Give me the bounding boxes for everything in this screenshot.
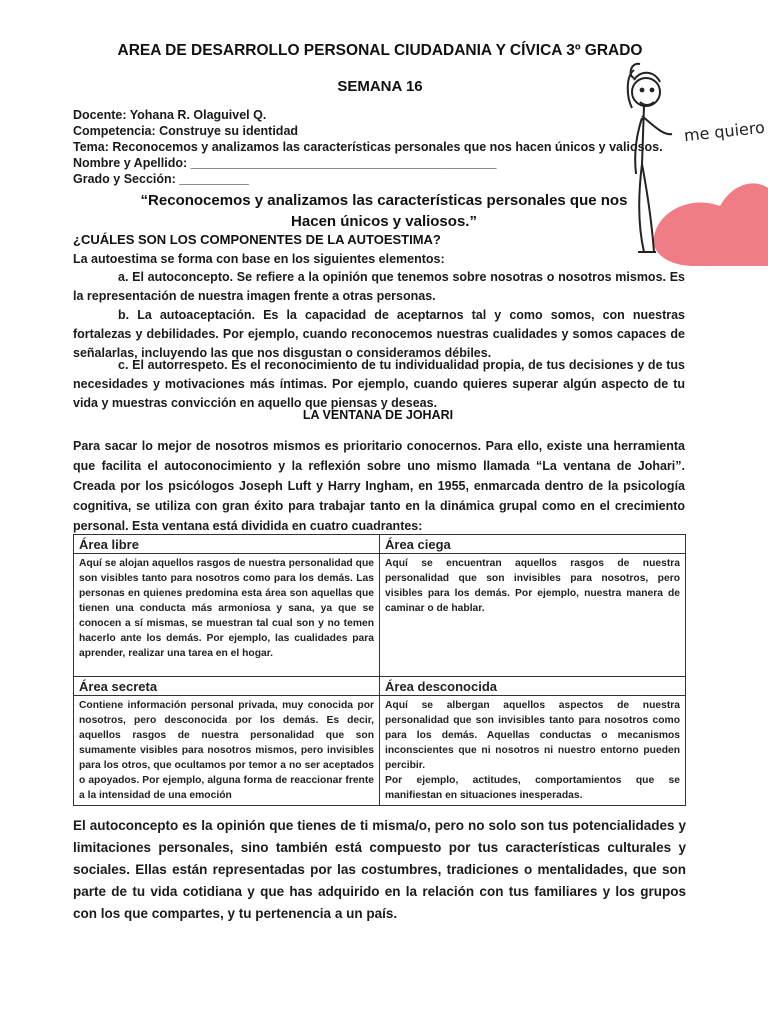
- johari-intro: Para sacar lo mejor de nosotros mismos es prioritario conocernos. Para ello, existe una herramienta que facilita el autoconocimiento y la reflexión sobre uno mismo llamada “La ventana de Johari”. Creada por los psicólogos Joseph Luft y Harry Ingham, en 1955, enmarcada dentro de la psicología cognitiva, se utiliza con gran éxito para trabajar tanto en la dinámica grupal como en el crecimiento personal. Esta ventana está dividida en cuatro cuadrantes:: [73, 439, 685, 533]
- teacher-line: Docente: Yohana R. Olaguivel Q.: [73, 108, 267, 122]
- area-libre-text: Aquí se alojan aquellos rasgos de nuestra personalidad que son visibles tanto para nosotros como para los demás. Las personas en quienes predomina esta área son aquellas que tienen una conducta más armoniosa y sana, ya que se conocen a sí mismas, se muestran tal cual son y no temen hacerlo ante los demás. Por ejemplo, las cualidades para aprender, realizar una tarea en el hogar.: [74, 554, 380, 677]
- area-secreta-header: Área secreta: [74, 677, 380, 696]
- quote-line-2: Hacen únicos y valiosos.”: [291, 213, 477, 230]
- header-info: [73, 107, 663, 187]
- section-question: ¿CUÁLES SON LOS COMPONENTES DE LA AUTOESTIMA?: [73, 232, 441, 247]
- girl-heart-illustration: [624, 56, 768, 266]
- johari-title: LA VENTANA DE JOHARI: [302, 408, 454, 422]
- johari-table: [73, 534, 686, 806]
- me-quiero-caption: me quiero: [683, 117, 766, 146]
- component-autorrespeto: c. El autorrespeto. Es el reconocimiento de tu individualidad propia, de tus decisiones y de tus necesidades y motivaciones más íntimas. Por ejemplo, cuando quieres superar algún aspecto de tu vida y muestras convicción en aquello que piensas y deseas.: [73, 358, 685, 410]
- component-autoaceptacion: b. La autoaceptación. Es la capacidad de aceptarnos tal y como somos, con nuestras fortalezas y debilidades. Por ejemplo, cuando reconocemos nuestras cualidades y somos capaces de señalarlas, incluyendo las que nos disgustan o consideramos débiles.: [73, 308, 685, 360]
- area-ciega-text: Aquí se encuentran aquellos rasgos de nuestra personalidad que son invisibles para nosotros, pero visibles para los demás. Por ejemplo, nuestra manera de caminar o de hablar.: [380, 554, 686, 677]
- area-desconocida-cell: [380, 696, 686, 806]
- week-label: SEMANA 16: [337, 78, 423, 95]
- components-intro: La autoestima se forma con base en los siguientes elementos:: [73, 252, 445, 266]
- area-ciega-header: Área ciega: [380, 535, 686, 554]
- competence-line: Competencia: Construye su identidad: [73, 124, 299, 138]
- heart-shape: [653, 183, 768, 266]
- name-line: Nombre y Apellido: ____________________________________________: [73, 156, 497, 170]
- area-secreta-text: Contiene información personal privada, muy conocida por nosotros, pero desconocida por los demás. Es decir, aquellos rasgos de nuestra personalidad que son sumamente visibles para nosotros mismos, pero invisibles para los otros, que ocultamos por temor a no ser aceptados o apoyados. Por ejemplo, alguna forma de reaccionar frente a la intensidad de una emoción: [74, 696, 380, 806]
- area-desconocida-header: Área desconocida: [380, 677, 686, 696]
- component-autoconcepto: a. El autoconcepto. Se refiere a la opinión que tenemos sobre nosotras o nosotros mismos. Es la representación de nuestra imagen frente a otras personas.: [73, 270, 685, 303]
- document-title: AREA DE DESARROLLO PERSONAL CIUDADANIA Y CÍVICA 3º GRADO: [117, 42, 643, 59]
- quote-line-1: “Reconocemos y analizamos las características personales que nos: [140, 192, 628, 209]
- area-libre-header: Área libre: [74, 535, 380, 554]
- autoconcepto-paragraph: El autoconcepto es la opinión que tienes de ti misma/o, pero no solo son tus potencialidades y limitaciones personales, sino también está compuesto por tus características culturales y sociales. Ellas están representadas por las costumbres, tradiciones o mentalidades, que son parte de tu vida cotidiana y que has adquirido en la relación con tus familiares y los grupos con los que compartes, y tu pertenencia a un país.: [73, 818, 686, 921]
- area-desconocida-text: Aquí se albergan aquellos aspectos de nuestra personalidad que son invisibles tanto para nosotros como para los demás. Aquellas conductas o mecanismos inconscientes que ni nosotros ni nuestro entorno pueden percibir.: [385, 700, 680, 771]
- area-desconocida-example: Por ejemplo, actitudes, comportamientos que se manifiestan en situaciones inesperadas.: [385, 775, 680, 801]
- main-quote: [72, 190, 696, 232]
- grade-line: Grado y Sección: __________: [73, 172, 249, 186]
- topic-line: Tema: Reconocemos y analizamos las características personales que nos hacen únicos y valiosos.: [73, 140, 663, 154]
